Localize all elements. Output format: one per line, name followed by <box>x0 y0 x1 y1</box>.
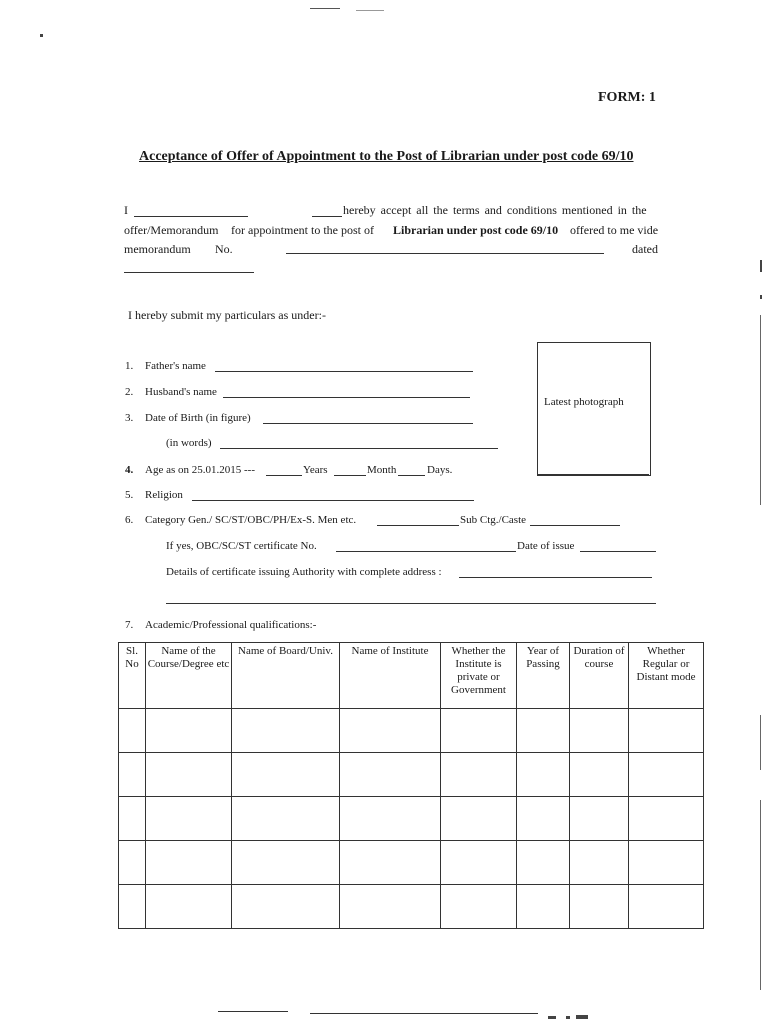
name-blank[interactable] <box>134 216 248 217</box>
table-cell[interactable] <box>232 841 340 885</box>
table-cell[interactable] <box>441 797 517 841</box>
table-row <box>119 797 704 841</box>
husbands-name-blank[interactable] <box>223 397 470 398</box>
table-cell[interactable] <box>441 885 517 929</box>
authority-label: Details of certificate issuing Authority with complete address : <box>166 566 442 578</box>
intro-dated: dated <box>632 242 658 256</box>
col-header-institute: Name of Institute <box>340 643 441 709</box>
sub-category-blank[interactable] <box>530 525 620 526</box>
table-row <box>119 841 704 885</box>
table-cell[interactable] <box>146 885 232 929</box>
sub-category-label: Sub Ctg./Caste <box>460 514 527 526</box>
col-header-mode: Whether Regular or Distant mode <box>629 643 704 709</box>
table-cell[interactable] <box>441 841 517 885</box>
photo-label: Latest photograph <box>544 396 624 408</box>
table-cell[interactable] <box>441 709 517 753</box>
field-3-words-label: (in words) <box>166 437 212 449</box>
col-header-sl-no: Sl. No <box>119 643 146 709</box>
col-header-board: Name of Board/Univ. <box>232 643 340 709</box>
age-years-blank[interactable] <box>266 475 302 476</box>
table-cell[interactable] <box>340 841 441 885</box>
scan-margin-line <box>760 800 761 990</box>
certificate-number-label: If yes, OBC/SC/ST certificate No. <box>166 540 317 552</box>
intro-memorandum: memorandum <box>124 242 191 256</box>
table-cell[interactable] <box>629 709 704 753</box>
table-cell[interactable] <box>517 841 570 885</box>
table-cell[interactable] <box>232 753 340 797</box>
col-header-year: Year of Passing <box>517 643 570 709</box>
table-cell[interactable] <box>517 885 570 929</box>
field-2-number: 2. <box>125 386 134 398</box>
table-cell[interactable] <box>232 797 340 841</box>
qualifications-table <box>118 642 704 929</box>
memo-number-blank[interactable] <box>286 253 604 254</box>
table-cell[interactable] <box>517 753 570 797</box>
scan-mark <box>760 260 762 272</box>
field-5-number: 5. <box>125 489 134 501</box>
table-cell[interactable] <box>119 753 146 797</box>
field-1-label: Father's name <box>145 360 206 372</box>
scan-mark <box>576 1015 588 1019</box>
field-4-number: 4. <box>125 464 134 476</box>
table-cell[interactable] <box>629 753 704 797</box>
table-cell[interactable] <box>146 753 232 797</box>
photo-box-bottom-extension <box>537 474 649 475</box>
scan-mark <box>310 8 340 9</box>
field-4-label: Age as on 25.01.2015 --- <box>145 464 255 476</box>
name-blank-2[interactable] <box>312 216 342 217</box>
table-cell[interactable] <box>119 885 146 929</box>
scan-dot <box>40 34 43 37</box>
field-6-number: 6. <box>125 514 134 526</box>
age-month-blank[interactable] <box>334 475 366 476</box>
photo-box <box>537 342 651 476</box>
field-1-number: 1. <box>125 360 134 372</box>
scan-mark <box>760 295 762 299</box>
scan-mark <box>356 10 384 11</box>
field-6-label: Category Gen./ SC/ST/OBC/PH/Ex-S. Men etc. <box>145 514 357 526</box>
age-days-blank[interactable] <box>398 475 425 476</box>
table-cell[interactable] <box>570 709 629 753</box>
scan-mark <box>310 1013 538 1014</box>
table-cell[interactable] <box>340 709 441 753</box>
table-cell[interactable] <box>517 709 570 753</box>
field-2-label: Husband's name <box>145 386 217 398</box>
authority-blank[interactable] <box>459 577 652 578</box>
table-cell[interactable] <box>570 885 629 929</box>
intro-offered-vide: offered to me vide <box>570 223 659 237</box>
table-cell[interactable] <box>232 709 340 753</box>
field-3-label: Date of Birth (in figure) <box>145 412 251 424</box>
certificate-number-blank[interactable] <box>336 551 516 552</box>
table-cell[interactable] <box>119 709 146 753</box>
table-cell[interactable] <box>340 753 441 797</box>
date-of-issue-blank[interactable] <box>580 551 656 552</box>
intro-offer-memo: offer/Memorandum <box>124 223 219 237</box>
scan-mark <box>566 1016 570 1019</box>
date-of-issue-label: Date of issue <box>517 540 575 552</box>
field-7-number: 7. <box>125 619 134 631</box>
table-cell[interactable] <box>441 753 517 797</box>
authority-blank-2[interactable] <box>166 603 656 604</box>
field-3-number: 3. <box>125 412 134 424</box>
intro-hereby: hereby accept all the terms and conditions mentioned in the <box>343 203 647 217</box>
table-cell[interactable] <box>629 885 704 929</box>
submit-statement: I hereby submit my particulars as under:- <box>128 308 326 322</box>
table-cell[interactable] <box>119 797 146 841</box>
age-days-label: Days. <box>427 464 453 476</box>
table-cell[interactable] <box>517 797 570 841</box>
table-row <box>119 885 704 929</box>
table-row <box>119 753 704 797</box>
table-header-row <box>119 643 704 709</box>
dob-figure-blank[interactable] <box>263 423 473 424</box>
table-cell[interactable] <box>570 841 629 885</box>
table-row <box>119 709 704 753</box>
age-years-label: Years <box>303 464 328 476</box>
category-blank[interactable] <box>377 525 459 526</box>
col-header-course: Name of the Course/Degree etc <box>146 643 232 709</box>
table-cell[interactable] <box>340 797 441 841</box>
table-cell[interactable] <box>629 797 704 841</box>
date-blank[interactable] <box>124 272 254 273</box>
col-header-duration: Duration of course <box>570 643 629 709</box>
form-number: FORM: 1 <box>598 90 656 105</box>
intro-for-appointment: for appointment to the post of <box>231 223 374 237</box>
table-cell[interactable] <box>146 841 232 885</box>
col-header-institute-type: Whether the Institute is private or Government <box>441 643 517 709</box>
page-title: Acceptance of Offer of Appointment to the Post of Librarian under post code 69/10 <box>139 149 634 164</box>
table-cell[interactable] <box>232 885 340 929</box>
table-cell[interactable] <box>119 841 146 885</box>
table-cell[interactable] <box>570 753 629 797</box>
scan-mark <box>218 1011 288 1012</box>
intro-post-bold: Librarian under post code 69/10 <box>393 223 559 237</box>
intro-i: I <box>124 203 128 217</box>
field-7-label: Academic/Professional qualifications:- <box>145 619 317 631</box>
field-5-label: Religion <box>145 489 183 501</box>
scan-margin-line <box>760 315 761 505</box>
age-month-label: Month <box>367 464 397 476</box>
table-cell[interactable] <box>146 797 232 841</box>
table-cell[interactable] <box>340 885 441 929</box>
dob-words-blank[interactable] <box>220 448 498 449</box>
table-cell[interactable] <box>570 797 629 841</box>
intro-no: No. <box>215 242 233 256</box>
scan-margin-line <box>760 715 761 770</box>
religion-blank[interactable] <box>192 500 474 501</box>
scan-mark <box>548 1016 556 1019</box>
table-cell[interactable] <box>146 709 232 753</box>
fathers-name-blank[interactable] <box>215 371 473 372</box>
table-cell[interactable] <box>629 841 704 885</box>
